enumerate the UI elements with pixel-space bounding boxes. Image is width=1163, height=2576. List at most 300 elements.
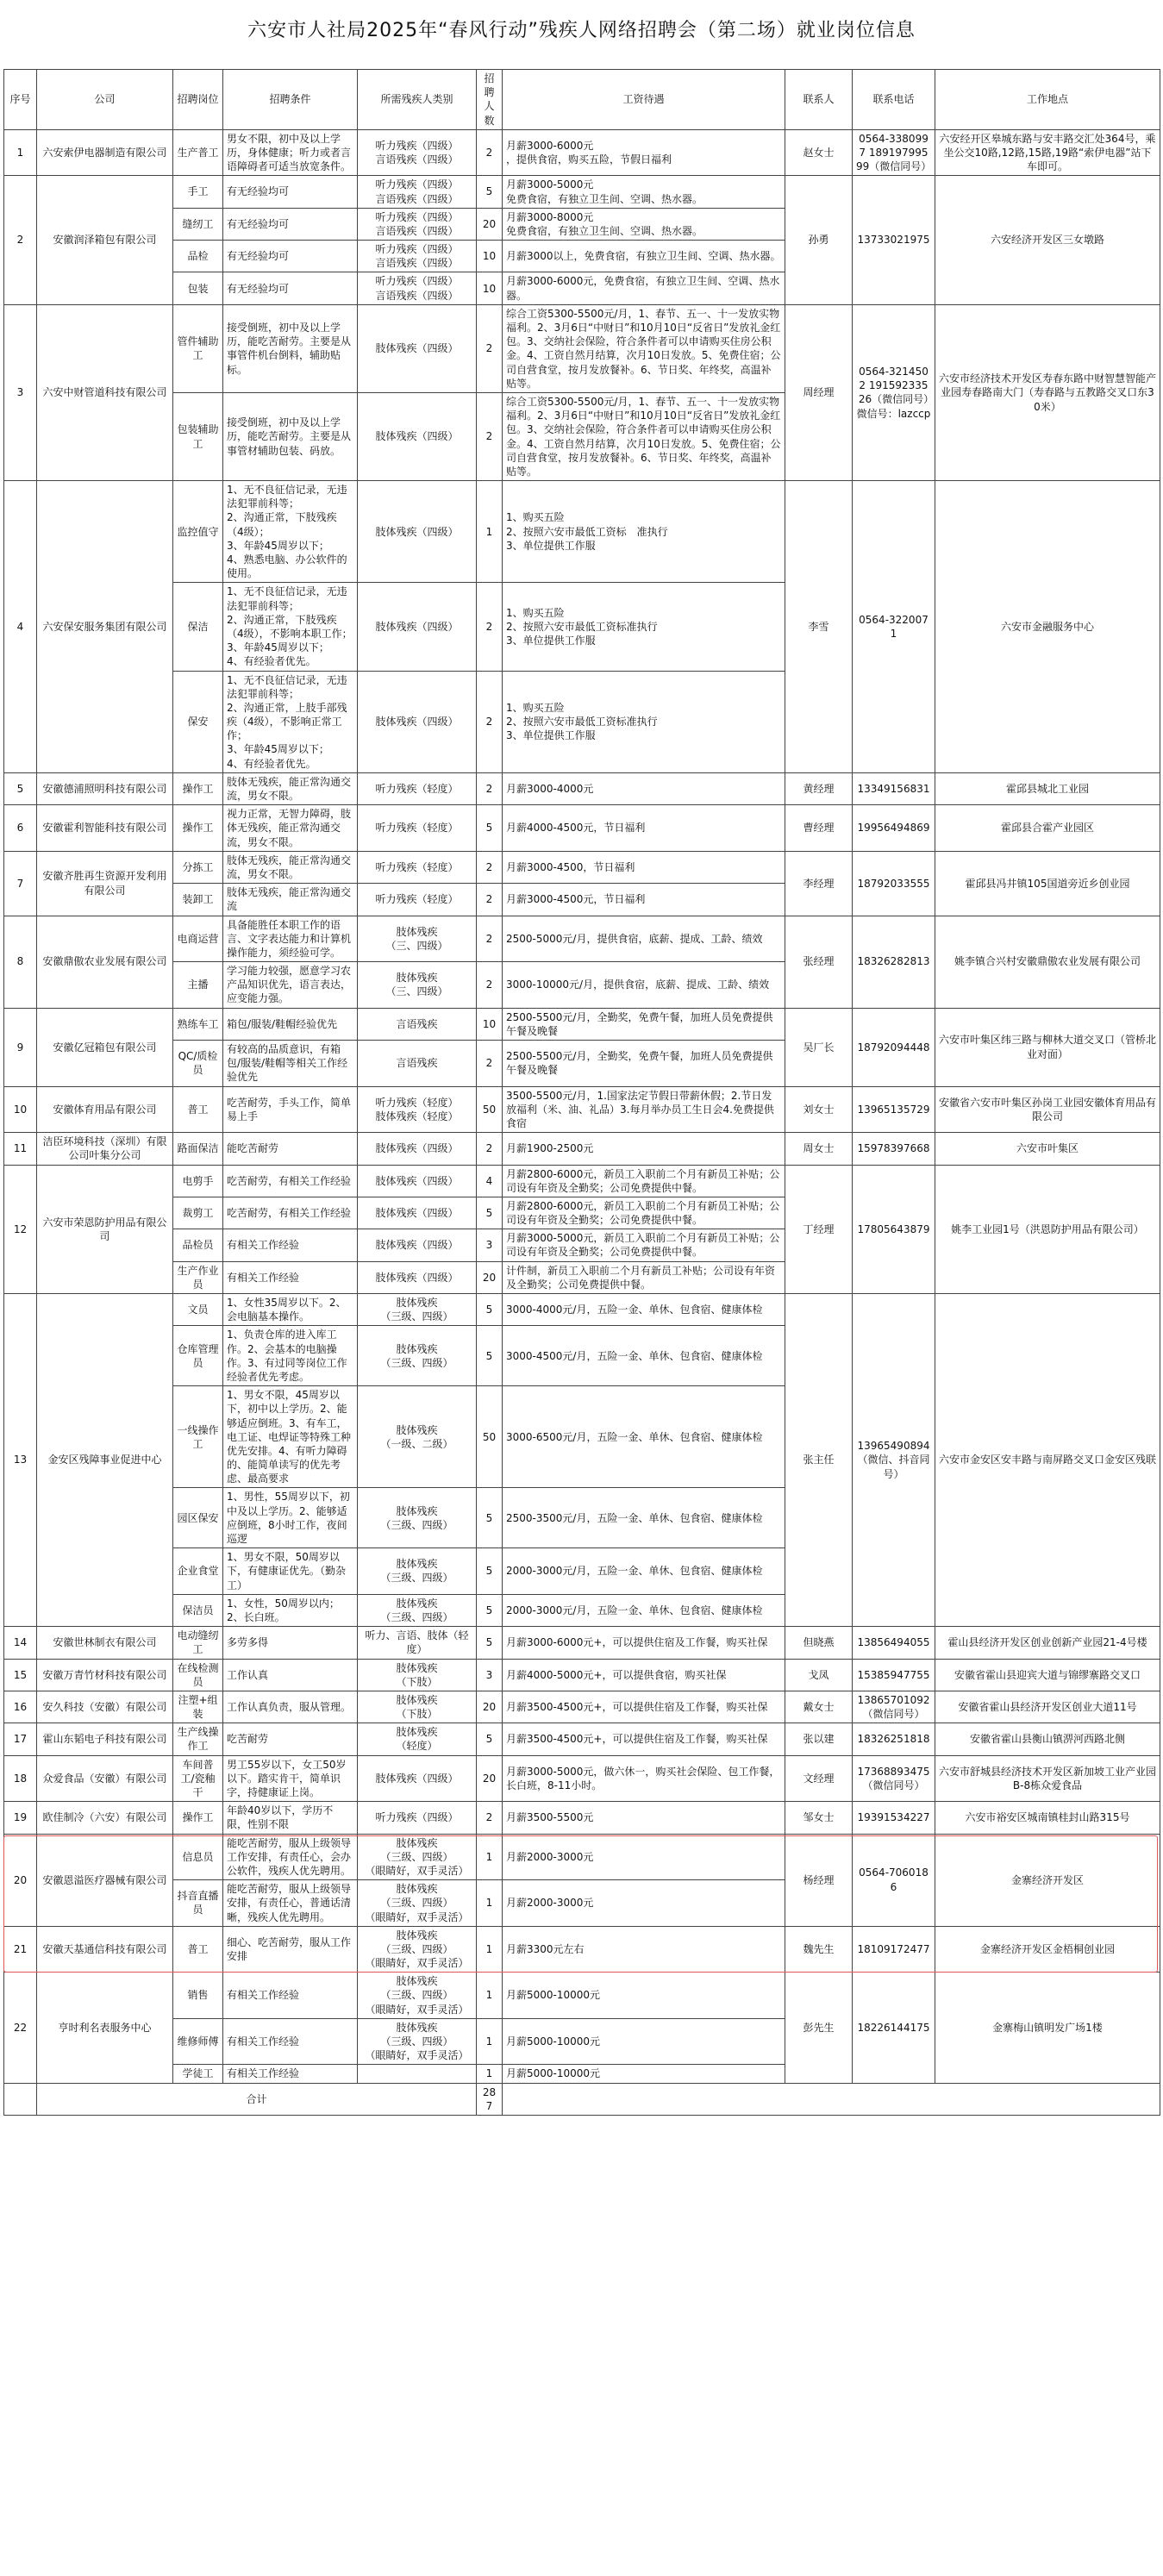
total-row xyxy=(4,2083,1160,2115)
company-name: 六安中财管道科技有限公司 xyxy=(37,304,173,480)
contact-phone: 19956494869 xyxy=(853,805,935,852)
job-requirements: 1、女性，50周岁以内；2、长白班。 xyxy=(223,1594,358,1626)
job-title: QC/质检员 xyxy=(173,1041,223,1087)
salary-benefits: 月薪3000-4500，节日福利 xyxy=(503,851,785,883)
headcount: 2 xyxy=(477,772,503,804)
salary-benefits: 月薪3000-4000元 xyxy=(503,772,785,804)
disability-category: 肢体残疾 （三级、四级） xyxy=(358,1326,477,1386)
salary-benefits: 月薪2000-3000元 xyxy=(503,1834,785,1880)
job-requirements: 肢体无残疾，能正常沟通交流 xyxy=(223,884,358,916)
col-header: 序号 xyxy=(4,70,37,130)
disability-category: 听力残疾（四级） 言语残疾（四级） xyxy=(358,129,477,176)
job-requirements: 有相关工作经验 xyxy=(223,1973,358,2019)
row-number: 17 xyxy=(4,1723,37,1755)
job-title: 手工 xyxy=(173,176,223,208)
job-title: 普工 xyxy=(173,1086,223,1133)
disability-category: 肢体残疾（四级） xyxy=(358,1165,477,1197)
contact-phone: 18109172477 xyxy=(853,1926,935,1973)
job-title: 缝纫工 xyxy=(173,208,223,240)
disability-category: 肢体残疾 （三级、四级） （眼睛好，双手灵活） xyxy=(358,1926,477,1973)
salary-benefits: 月薪3000-4500元，节日福利 xyxy=(503,884,785,916)
contact-person: 张以建 xyxy=(785,1723,853,1755)
salary-benefits: 月薪3000-6000元 ，提供食宿，购买五险，节假日福利 xyxy=(503,129,785,176)
empty-cell xyxy=(4,2083,37,2115)
row-number: 16 xyxy=(4,1691,37,1723)
disability-category: 听力、言语、肢体（轻度） xyxy=(358,1627,477,1659)
salary-benefits: 综合工资5300-5500元/月，1、春节、五一、十一发放实物福利。2、3月6日“中财日”和10月10日“反省日”发放礼金红包。3、交纳社会保险，符合条件者可以申请购买住房公积金。4、工资自然月结算，次月10日发放。5、免费住宿；公司自营食堂，按月发放餐补。6、节日奖、年终奖，高温补贴等。 xyxy=(503,304,785,392)
salary-benefits: 2000-3000元/月，五险一金、单休、包食宿、健康体检 xyxy=(503,1548,785,1595)
row-number: 7 xyxy=(4,851,37,916)
headcount: 4 xyxy=(477,1165,503,1197)
job-title: 品检 xyxy=(173,241,223,272)
row-number: 4 xyxy=(4,481,37,773)
headcount: 1 xyxy=(477,1834,503,1880)
headcount: 20 xyxy=(477,1755,503,1802)
job-title: 保洁员 xyxy=(173,1594,223,1626)
disability-category: 听力残疾（四级） 言语残疾（四级） xyxy=(358,208,477,240)
headcount: 5 xyxy=(477,1294,503,1326)
salary-benefits: 月薪5000-10000元 xyxy=(503,2065,785,2083)
job-requirements: 有较高的品质意识，有箱包/服装/鞋帽等相关工作经验优先 xyxy=(223,1041,358,1087)
salary-benefits: 月薪3000-6000元+，可以提供住宿及工作餐，购买社保 xyxy=(503,1627,785,1659)
work-location: 六安经开区皋城东路与安丰路交汇处364号，乘坐公交10路,12路,15路,19路“索伊电器”站下车即可。 xyxy=(935,129,1160,176)
salary-benefits: 月薪5000-10000元 xyxy=(503,2018,785,2065)
company-name: 霍山东韬电子科技有限公司 xyxy=(37,1723,173,1755)
disability-category: 肢体残疾 （三级、四级） （眼睛好，双手灵活） xyxy=(358,1834,477,1880)
salary-benefits: 2500-5500元/月，全勤奖，免费午餐，加班人员免费提供午餐及晚餐 xyxy=(503,1008,785,1040)
contact-person: 文经理 xyxy=(785,1755,853,1802)
row-number: 15 xyxy=(4,1659,37,1691)
work-location: 霍山县经济开发区创业创新产业园21-4号楼 xyxy=(935,1627,1160,1659)
job-title: 监控值守 xyxy=(173,481,223,583)
salary-benefits: 月薪2800-6000元，新员工入职前二个月有新员工补贴；公司设有年资及全勤奖；公司免费提供中餐。 xyxy=(503,1197,785,1229)
company-name: 六安市荣恩防护用品有限公司 xyxy=(37,1165,173,1294)
salary-benefits: 月薪5000-10000元 xyxy=(503,1973,785,2019)
contact-phone: 13965135729 xyxy=(853,1086,935,1133)
table-row xyxy=(4,1627,1160,1659)
job-title: 抖音直播员 xyxy=(173,1880,223,1927)
contact-person: 周女士 xyxy=(785,1133,853,1165)
disability-category: 肢体残疾（四级） xyxy=(358,1197,477,1229)
headcount: 5 xyxy=(477,1548,503,1595)
work-location: 六安市裕安区城南镇桂封山路315号 xyxy=(935,1802,1160,1834)
company-name: 亨时利名表服务中心 xyxy=(37,1973,173,2083)
disability-category: 言语残疾 xyxy=(358,1008,477,1040)
company-name: 安徽万青竹材科技有限公司 xyxy=(37,1659,173,1691)
job-requirements: 有相关工作经验 xyxy=(223,2018,358,2065)
job-requirements: 1、男性，55周岁以下，初中及以上学历。2、能够适应倒班，8小时工作，夜间巡逻 xyxy=(223,1488,358,1548)
job-requirements: 肢体无残疾，能正常沟通交流，男女不限。 xyxy=(223,772,358,804)
job-requirements: 具备能胜任本职工作的语言、文字表达能力和计算机操作能力，须经验可学。 xyxy=(223,916,358,962)
col-header: 所需残疾人类别 xyxy=(358,70,477,130)
headcount: 1 xyxy=(477,1880,503,1927)
salary-benefits: 月薪3000以上，免费食宿，有独立卫生间、空调、热水器。 xyxy=(503,241,785,272)
row-number: 8 xyxy=(4,916,37,1008)
row-number: 19 xyxy=(4,1802,37,1834)
work-location: 霍邱县城北工业园 xyxy=(935,772,1160,804)
row-number: 6 xyxy=(4,805,37,852)
contact-phone: 15385947755 xyxy=(853,1659,935,1691)
company-name: 金安区残障事业促进中心 xyxy=(37,1294,173,1627)
disability-category: 肢体残疾（四级） xyxy=(358,583,477,671)
table-row xyxy=(4,1008,1160,1040)
contact-phone: 18326251818 xyxy=(853,1723,935,1755)
headcount: 2 xyxy=(477,962,503,1009)
total-label: 合计 xyxy=(37,2083,477,2115)
work-location: 六安市经济技术开发区寿春东路中财智慧智能产业园寿春路南大门（寿春路与五教路交叉口东30米） xyxy=(935,304,1160,480)
job-requirements: 细心、吃苦耐劳，服从工作安排 xyxy=(223,1926,358,1973)
headcount: 2 xyxy=(477,1802,503,1834)
contact-person: 戈凤 xyxy=(785,1659,853,1691)
work-location: 六安经济开发区三女墩路 xyxy=(935,176,1160,305)
salary-benefits: 月薪2000-3000元 xyxy=(503,1880,785,1927)
row-number: 20 xyxy=(4,1834,37,1926)
job-title: 在线检测员 xyxy=(173,1659,223,1691)
salary-benefits: 2000-3000元/月，五险一金、单休、包食宿、健康体检 xyxy=(503,1594,785,1626)
salary-benefits: 月薪3000-5000元，做六休一，购买社会保险、包工作餐，长白班，8-11小时。 xyxy=(503,1755,785,1802)
work-location: 霍邱县冯井镇105国道旁近乡创业园 xyxy=(935,851,1160,916)
row-number: 12 xyxy=(4,1165,37,1294)
job-requirements: 有无经验均可 xyxy=(223,208,358,240)
row-number: 14 xyxy=(4,1627,37,1659)
company-name: 安徽体育用品有限公司 xyxy=(37,1086,173,1133)
salary-benefits: 月薪3000-8000元 免费食宿，有独立卫生间、空调、热水器。 xyxy=(503,208,785,240)
contact-person: 丁经理 xyxy=(785,1165,853,1294)
total-value: 287 xyxy=(477,2083,503,2115)
table-row xyxy=(4,1659,1160,1691)
headcount: 1 xyxy=(477,1973,503,2019)
job-requirements: 箱包/服装/鞋帽经验优先 xyxy=(223,1008,358,1040)
headcount: 2 xyxy=(477,1041,503,1087)
page-title: 六安市人社局2025年“春风行动”残疾人网络招聘会（第二场）就业岗位信息 xyxy=(247,20,916,41)
salary-benefits: 月薪4000-4500元，节日福利 xyxy=(503,805,785,852)
table-row xyxy=(4,481,1160,583)
contact-person: 赵女士 xyxy=(785,129,853,176)
job-requirements: 接受倒班，初中及以上学历，能吃苦耐劳。主要是从事管件机台倒料，辅助贴标。 xyxy=(223,304,358,392)
company-name: 安徽天基通信科技有限公司 xyxy=(37,1926,173,1973)
contact-phone: 19391534227 xyxy=(853,1802,935,1834)
row-number: 21 xyxy=(4,1926,37,1973)
disability-category: 听力残疾（轻度） xyxy=(358,851,477,883)
col-header: 联系电话 xyxy=(853,70,935,130)
headcount: 3 xyxy=(477,1229,503,1261)
disability-category: 听力残疾（轻度） xyxy=(358,884,477,916)
table-row xyxy=(4,1802,1160,1834)
salary-benefits: 2500-5000元/月，提供食宿，底薪、提成、工龄、绩效 xyxy=(503,916,785,962)
headcount: 10 xyxy=(477,272,503,304)
table-row xyxy=(4,1691,1160,1723)
job-requirements: 能吃苦耐劳，服从上级领导工作安排，有责任心，会办公软件，残疾人优先聘用。 xyxy=(223,1834,358,1880)
disability-category: 肢体残疾 （三、四级） xyxy=(358,962,477,1009)
job-title: 操作工 xyxy=(173,805,223,852)
contact-phone: 13733021975 xyxy=(853,176,935,305)
disability-category: 肢体残疾 （三级、四级） （眼睛好，双手灵活） xyxy=(358,1973,477,2019)
jobs-table xyxy=(3,69,1160,2116)
col-header: 招聘条件 xyxy=(223,70,358,130)
work-location: 六安市舒城县经济技术开发区新加坡工业产业园B-8栋众爱食品 xyxy=(935,1755,1160,1802)
headcount: 3 xyxy=(477,1659,503,1691)
contact-phone: 18226144175 xyxy=(853,1973,935,2083)
salary-benefits: 3500-5500元/月，1.国家法定节假日带薪休假；2.节日发放福利（米、油、礼品）3.每月举办员工生日会4.免费提供食宿 xyxy=(503,1086,785,1133)
job-title: 注塑+组装 xyxy=(173,1691,223,1723)
job-title: 保安 xyxy=(173,671,223,772)
table-row xyxy=(4,1133,1160,1165)
disability-category: 听力残疾（四级） xyxy=(358,1802,477,1834)
contact-phone: 13965490894（微信、抖音同号） xyxy=(853,1294,935,1627)
headcount: 10 xyxy=(477,1008,503,1040)
job-requirements: 1、无不良征信记录，无违法犯罪前科等； 2、沟通正常，下肢残疾（4级），不影响本职工作； 3、年龄45周岁以下； 4、有经验者优先。 xyxy=(223,583,358,671)
disability-category: 言语残疾 xyxy=(358,1041,477,1087)
job-title: 园区保安 xyxy=(173,1488,223,1548)
job-title: 管件辅助工 xyxy=(173,304,223,392)
headcount: 2 xyxy=(477,671,503,772)
job-requirements: 有相关工作经验 xyxy=(223,2065,358,2083)
table-row xyxy=(4,851,1160,883)
row-number: 11 xyxy=(4,1133,37,1165)
disability-category: 肢体残疾（四级） xyxy=(358,1133,477,1165)
table-row xyxy=(4,304,1160,392)
job-requirements: 有无经验均可 xyxy=(223,272,358,304)
headcount: 2 xyxy=(477,392,503,480)
contact-phone: 13349156831 xyxy=(853,772,935,804)
job-requirements: 工作认真 xyxy=(223,1659,358,1691)
headcount: 5 xyxy=(477,1488,503,1548)
contact-person: 李经理 xyxy=(785,851,853,916)
job-title: 文员 xyxy=(173,1294,223,1326)
job-title: 电商运营 xyxy=(173,916,223,962)
job-requirements: 能吃苦耐劳 xyxy=(223,1133,358,1165)
headcount: 2 xyxy=(477,884,503,916)
salary-benefits: 1、购买五险 2、按照六安市最低工资标准执行 3、单位提供工作服 xyxy=(503,583,785,671)
table-row xyxy=(4,1165,1160,1197)
job-requirements: 1、女性35周岁以下。2、会电脑基本操作。 xyxy=(223,1294,358,1326)
job-requirements: 吃苦耐劳，手头工作，简单易上手 xyxy=(223,1086,358,1133)
salary-benefits: 2500-3500元/月，五险一金、单休、包食宿、健康体检 xyxy=(503,1488,785,1548)
disability-category: 肢体残疾（四级） xyxy=(358,481,477,583)
disability-category: 肢体残疾 （三级、四级） （眼睛好，双手灵活） xyxy=(358,2018,477,2065)
job-requirements: 1、无不良征信记录，无违法犯罪前科等； 2、沟通正常，上肢手部残疾（4级），不影响正常工作； 3、年龄45周岁以下； 4、有经验者优先。 xyxy=(223,671,358,772)
contact-phone: 18792033555 xyxy=(853,851,935,916)
col-header: 公司 xyxy=(37,70,173,130)
contact-phone: 18792094448 xyxy=(853,1008,935,1086)
table-header-row xyxy=(4,70,1160,130)
company-name: 安徽亿冠箱包有限公司 xyxy=(37,1008,173,1086)
disability-category: 听力残疾（轻度） xyxy=(358,772,477,804)
job-title: 生产普工 xyxy=(173,129,223,176)
work-location: 安徽省六安市叶集区孙岗工业园安徽体育用品有限公司 xyxy=(935,1086,1160,1133)
headcount: 20 xyxy=(477,208,503,240)
work-location: 六安市金安区安丰路与南屏路交叉口金安区残联 xyxy=(935,1294,1160,1627)
table-row xyxy=(4,772,1160,804)
disability-category xyxy=(358,2065,477,2083)
row-number: 22 xyxy=(4,1973,37,2083)
col-header: 工资待遇 xyxy=(503,70,785,130)
job-requirements: 1、负责仓库的进入库工作。2、会基本的电脑操作。3、有过同等岗位工作经验者优先考虑。 xyxy=(223,1326,358,1386)
salary-benefits: 1、购买五险 2、按照六安市最低工资标 准执行 3、单位提供工作服 xyxy=(503,481,785,583)
disability-category: 肢体残疾 （一级、二级） xyxy=(358,1386,477,1488)
salary-benefits: 月薪3500-4500元+，可以提供住宿及工作餐，购买社保 xyxy=(503,1723,785,1755)
headcount: 1 xyxy=(477,1926,503,1973)
work-location: 六安市叶集区纬三路与柳林大道交叉口（管桥北业对面） xyxy=(935,1008,1160,1086)
disability-category: 肢体残疾（四级） xyxy=(358,392,477,480)
job-requirements: 肢体无残疾，能正常沟通交流，男女不限。 xyxy=(223,851,358,883)
disability-category: 肢体残疾 （三级、四级） xyxy=(358,1594,477,1626)
work-location: 姚李镇合兴村安徽鼎傲农业发展有限公司 xyxy=(935,916,1160,1008)
company-name: 安徽德浦照明科技有限公司 xyxy=(37,772,173,804)
job-title: 装卸工 xyxy=(173,884,223,916)
company-name: 六安保安服务集团有限公司 xyxy=(37,481,173,773)
job-requirements: 有无经验均可 xyxy=(223,176,358,208)
job-requirements: 1、男女不限，50周岁以下，有健康证优先。（勤杂工） xyxy=(223,1548,358,1595)
company-name: 安徽世林制衣有限公司 xyxy=(37,1627,173,1659)
disability-category: 肢体残疾 （三级、四级） xyxy=(358,1294,477,1326)
table-row xyxy=(4,1973,1160,2019)
col-header: 联系人 xyxy=(785,70,853,130)
headcount: 20 xyxy=(477,1261,503,1293)
job-title: 仓库管理员 xyxy=(173,1326,223,1386)
headcount: 5 xyxy=(477,1594,503,1626)
job-requirements: 1、无不良征信记录，无违法犯罪前科等； 2、沟通正常，下肢残疾（4级）； 3、年龄45周岁以下； 4、熟悉电脑、办公软件的使用。 xyxy=(223,481,358,583)
job-title: 电动缝纫工 xyxy=(173,1627,223,1659)
salary-benefits: 3000-10000元/月，提供食宿，底薪、提成、工龄、绩效 xyxy=(503,962,785,1009)
disability-category: 听力残疾（轻度） 肢体残疾（轻度） xyxy=(358,1086,477,1133)
row-number: 18 xyxy=(4,1755,37,1802)
contact-person: 张主任 xyxy=(785,1294,853,1627)
job-requirements: 学习能力较强，愿意学习农产品知识优先，语言表达，应变能力强。 xyxy=(223,962,358,1009)
salary-benefits: 1、购买五险 2、按照六安市最低工资标准执行 3、单位提供工作服 xyxy=(503,671,785,772)
job-title: 裁剪工 xyxy=(173,1197,223,1229)
company-name: 欧佳制冷（六安）有限公司 xyxy=(37,1802,173,1834)
table-row xyxy=(4,1086,1160,1133)
company-name: 安徽润泽箱包有限公司 xyxy=(37,176,173,305)
job-requirements: 年龄40岁以下，学历不限，性别不限 xyxy=(223,1802,358,1834)
job-requirements: 有相关工作经验 xyxy=(223,1229,358,1261)
headcount: 1 xyxy=(477,2018,503,2065)
disability-category: 肢体残疾（四级） xyxy=(358,671,477,772)
salary-benefits: 3000-6500元/月，五险一金、单休、包食宿、健康体检 xyxy=(503,1386,785,1488)
headcount: 5 xyxy=(477,1723,503,1755)
disability-category: 肢体残疾 （下肢） xyxy=(358,1691,477,1723)
empty-cell xyxy=(503,2083,1160,2115)
job-title: 销售 xyxy=(173,1973,223,2019)
company-name: 安徽霍利智能科技有限公司 xyxy=(37,805,173,852)
salary-benefits: 月薪3300元左右 xyxy=(503,1926,785,1973)
jobs-body xyxy=(4,129,1160,2115)
contact-person: 孙勇 xyxy=(785,176,853,305)
row-number: 2 xyxy=(4,176,37,305)
work-location: 安徽省霍山县迎宾大道与锦缪寨路交叉口 xyxy=(935,1659,1160,1691)
contact-person: 但晓燕 xyxy=(785,1627,853,1659)
job-requirements: 能吃苦耐劳，服从上级领导安排，有责任心，普通话清晰，残疾人优先聘用。 xyxy=(223,1880,358,1927)
salary-benefits: 计件制，新员工入职前二个月有新员工补贴；公司设有年资及全勤奖；公司免费提供中餐。 xyxy=(503,1261,785,1293)
job-title: 路面保洁 xyxy=(173,1133,223,1165)
contact-person: 戴女士 xyxy=(785,1691,853,1723)
contact-person: 吴厂长 xyxy=(785,1008,853,1086)
job-requirements: 多劳多得 xyxy=(223,1627,358,1659)
contact-phone: 0564-3214502 19159233526（微信同号）微信号：lazccp xyxy=(853,304,935,480)
work-location: 安徽省霍山县经济开发区创业大道11号 xyxy=(935,1691,1160,1723)
col-header: 工作地点 xyxy=(935,70,1160,130)
job-requirements: 吃苦耐劳 xyxy=(223,1723,358,1755)
contact-phone: 0564-7060186 xyxy=(853,1834,935,1926)
job-title: 电剪手 xyxy=(173,1165,223,1197)
company-name: 众爱食品（安徽）有限公司 xyxy=(37,1755,173,1802)
contact-person: 杨经理 xyxy=(785,1834,853,1926)
job-requirements: 工作认真负责，服从管理。 xyxy=(223,1691,358,1723)
contact-phone: 0564-3220071 xyxy=(853,481,935,773)
contact-person: 张经理 xyxy=(785,916,853,1008)
disability-category: 听力残疾（四级） 言语残疾（四级） xyxy=(358,241,477,272)
headcount: 5 xyxy=(477,1627,503,1659)
disability-category: 肢体残疾 （三级、四级） xyxy=(358,1488,477,1548)
job-title: 品检员 xyxy=(173,1229,223,1261)
job-title: 普工 xyxy=(173,1926,223,1973)
job-title: 熟练车工 xyxy=(173,1008,223,1040)
work-location: 安徽省霍山县衡山镇淠河西路北侧 xyxy=(935,1723,1160,1755)
job-title: 维修师傅 xyxy=(173,2018,223,2065)
job-title: 保洁 xyxy=(173,583,223,671)
disability-category: 肢体残疾 （三、四级） xyxy=(358,916,477,962)
work-location: 六安市叶集区 xyxy=(935,1133,1160,1165)
contact-phone: 0564-3380997 18919799599（微信同号） xyxy=(853,129,935,176)
salary-benefits: 2500-5500元/月，全勤奖，免费午餐，加班人员免费提供午餐及晚餐 xyxy=(503,1041,785,1087)
headcount: 2 xyxy=(477,304,503,392)
contact-person: 曹经理 xyxy=(785,805,853,852)
row-number: 1 xyxy=(4,129,37,176)
company-name: 洁臣环境科技（深圳）有限公司叶集分公司 xyxy=(37,1133,173,1165)
table-row xyxy=(4,176,1160,208)
job-title: 学徒工 xyxy=(173,2065,223,2083)
salary-benefits: 月薪4000-5000元+，可以提供食宿，购买社保 xyxy=(503,1659,785,1691)
row-number: 13 xyxy=(4,1294,37,1627)
job-title: 一线操作工 xyxy=(173,1386,223,1488)
headcount: 2 xyxy=(477,916,503,962)
job-title: 生产线操作工 xyxy=(173,1723,223,1755)
job-title: 信息员 xyxy=(173,1834,223,1880)
contact-phone: 17805643879 xyxy=(853,1165,935,1294)
disability-category: 肢体残疾（四级） xyxy=(358,304,477,392)
job-requirements: 1、男女不限，45周岁以下，初中以上学历。2、能够适应倒班。3、有车工，电工证、电焊证等特殊工种优先安排。4、有听力障碍的、能简单读写的优先考虑、最高要求 xyxy=(223,1386,358,1488)
col-header: 招聘岗位 xyxy=(173,70,223,130)
col-header: 招聘人数 xyxy=(477,70,503,130)
contact-person: 黄经理 xyxy=(785,772,853,804)
table-row xyxy=(4,129,1160,176)
salary-benefits: 月薪3000-5000元 免费食宿，有独立卫生间、空调、热水器。 xyxy=(503,176,785,208)
headcount: 2 xyxy=(477,129,503,176)
salary-benefits: 3000-4500元/月，五险一金、单休、包食宿、健康体检 xyxy=(503,1326,785,1386)
contact-person: 彭先生 xyxy=(785,1973,853,2083)
job-title: 分拣工 xyxy=(173,851,223,883)
salary-benefits: 月薪3000-5000元，新员工入职前二个月有新员工补贴；公司设有年资及全勤奖；公司免费提供中餐。 xyxy=(503,1229,785,1261)
job-requirements: 有无经验均可 xyxy=(223,241,358,272)
disability-category: 肢体残疾 （三级、四级） （眼睛好，双手灵活） xyxy=(358,1880,477,1927)
contact-phone: 13856494055 xyxy=(853,1627,935,1659)
headcount: 1 xyxy=(477,2065,503,2083)
disability-category: 肢体残疾（四级） xyxy=(358,1229,477,1261)
work-location: 六安市金融服务中心 xyxy=(935,481,1160,773)
work-location: 金寨经济开发区 xyxy=(935,1834,1160,1926)
disability-category: 肢体残疾（四级） xyxy=(358,1261,477,1293)
disability-category: 肢体残疾 （三级、四级） xyxy=(358,1548,477,1595)
salary-benefits: 月薪2800-6000元，新员工入职前二个月有新员工补贴；公司设有年资及全勤奖；公司免费提供中餐。 xyxy=(503,1165,785,1197)
headcount: 5 xyxy=(477,176,503,208)
headcount: 50 xyxy=(477,1386,503,1488)
table-row xyxy=(4,1926,1160,1973)
company-name: 安久科技（安徽）有限公司 xyxy=(37,1691,173,1723)
job-requirements: 男工55岁以下，女工50岁以下。踏实肯干，简单识字，持健康证上岗。 xyxy=(223,1755,358,1802)
contact-phone: 15978397668 xyxy=(853,1133,935,1165)
work-location: 金寨经济开发区金梧桐创业园 xyxy=(935,1926,1160,1973)
